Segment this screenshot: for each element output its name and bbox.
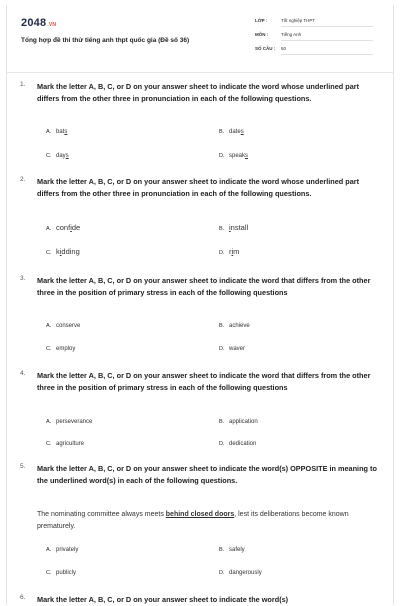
- option-letter: A.: [46, 226, 52, 232]
- option-a[interactable]: [46, 129, 67, 135]
- exam-page: [6, 5, 394, 605]
- question-number: 3.: [20, 275, 26, 282]
- option-text: day: [56, 153, 66, 159]
- option-c[interactable]: [46, 441, 84, 447]
- option-text: agriculture: [56, 441, 85, 447]
- option-text: speak: [229, 153, 246, 159]
- option-text: achieve: [229, 323, 250, 329]
- passage-text: , lest its deliberations become known prematurely.: [37, 511, 349, 530]
- option-letter: B.: [219, 226, 225, 232]
- meta-value: 50: [281, 46, 373, 55]
- option-text: k: [56, 247, 60, 256]
- option-letter: A.: [46, 323, 52, 329]
- meta-key: LỚP :: [255, 18, 268, 23]
- option-text: conf: [56, 223, 71, 232]
- underlined-part: i: [231, 247, 234, 256]
- meta-subject: [255, 32, 373, 41]
- option-letter: D.: [219, 441, 225, 447]
- header-divider: [7, 72, 393, 73]
- meta-value: Tốt nghiệp THPT: [281, 18, 373, 27]
- option-letter: C.: [46, 570, 52, 576]
- option-text: dangerously: [229, 570, 262, 576]
- logo-suffix: .VN: [47, 22, 57, 28]
- option-text: de: [71, 223, 81, 232]
- logo-text: 2048: [21, 17, 47, 29]
- exam-header: [7, 5, 393, 75]
- option-d[interactable]: [219, 153, 248, 159]
- option-text: m: [233, 247, 240, 256]
- option-letter: A.: [46, 419, 52, 425]
- option-d[interactable]: [219, 346, 245, 352]
- question-text: Mark the letter A, B, C, or D on your answer sheet to indicate the word that differs from the other three in the position of primary stress in each of the following questions: [37, 371, 371, 392]
- question-text: Mark the letter A, B, C, or D on your answer sheet to indicate the word(s) OPPOSITE in meaning to the underlined word(s) in each of the following questions.: [37, 464, 377, 485]
- option-a[interactable]: [46, 323, 80, 329]
- meta-question-count: [255, 46, 373, 55]
- underlined-part: s: [245, 153, 249, 159]
- underlined-part: s: [240, 129, 244, 135]
- option-letter: C.: [46, 250, 52, 256]
- option-d[interactable]: [219, 247, 239, 256]
- question-number: 4.: [20, 370, 26, 377]
- option-b[interactable]: [219, 129, 244, 135]
- option-letter: D.: [219, 250, 225, 256]
- option-letter: D.: [219, 570, 225, 576]
- option-letter: B.: [219, 419, 225, 425]
- underlined-part: s: [64, 129, 68, 135]
- option-text: application: [229, 419, 258, 425]
- option-c[interactable]: [46, 247, 80, 256]
- underlined-part: i: [229, 223, 231, 232]
- option-letter: B.: [219, 547, 225, 553]
- meta-class: [255, 18, 373, 27]
- option-b[interactable]: [219, 419, 258, 425]
- option-letter: C.: [46, 441, 52, 447]
- question-passage: [37, 509, 367, 533]
- option-text: r: [229, 247, 232, 256]
- question-text: Mark the letter A, B, C, or D on your answer sheet to indicate the word that differs from the other three in the position of primary stress in each of the following questions: [37, 276, 371, 297]
- option-c[interactable]: [46, 570, 76, 576]
- option-d[interactable]: [219, 441, 256, 447]
- option-letter: A.: [46, 547, 52, 553]
- option-letter: B.: [219, 129, 225, 135]
- option-text: bat: [56, 129, 65, 135]
- option-letter: D.: [219, 346, 225, 352]
- option-a[interactable]: [46, 223, 80, 232]
- option-b[interactable]: [219, 547, 245, 553]
- underlined-part: s: [65, 153, 69, 159]
- option-text: perseverance: [56, 419, 93, 425]
- option-a[interactable]: [46, 547, 78, 553]
- question-text: Mark the letter A, B, C, or D on your answer sheet to indicate the word(s): [37, 595, 289, 604]
- question-number: 2.: [20, 176, 26, 183]
- option-letter: C.: [46, 153, 52, 159]
- option-c[interactable]: [46, 153, 69, 159]
- option-text: date: [229, 129, 241, 135]
- option-d[interactable]: [219, 570, 262, 576]
- option-a[interactable]: [46, 419, 92, 425]
- question-number: 5.: [20, 463, 26, 470]
- question-number: 1.: [20, 81, 26, 88]
- option-b[interactable]: [219, 323, 250, 329]
- option-text: waver: [229, 346, 246, 352]
- question-text: Mark the letter A, B, C, or D on your answer sheet to indicate the word whose underlined part differs from the other three in pronunciation in each of the following questions.: [37, 177, 360, 198]
- passage-text: The nominating committee always meets: [37, 511, 166, 518]
- underlined-phrase: behind closed doors: [165, 511, 235, 518]
- option-letter: B.: [219, 323, 225, 329]
- question-number: 6.: [20, 594, 26, 601]
- option-letter: C.: [46, 346, 52, 352]
- exam-title: Tổng hợp đề thi thử tiếng anh thpt quốc gia (Đề số 36): [21, 37, 190, 44]
- site-logo[interactable]: [21, 17, 56, 29]
- option-letter: D.: [219, 153, 225, 159]
- option-text: employ: [56, 346, 76, 352]
- option-text: safely: [229, 547, 245, 553]
- meta-key: MÔN :: [255, 32, 269, 37]
- option-text: conserve: [56, 323, 81, 329]
- meta-key: SỐ CÂU :: [255, 46, 276, 51]
- option-text: nstall: [230, 223, 249, 232]
- option-text: publicly: [56, 570, 77, 576]
- option-text: privately: [56, 547, 79, 553]
- underlined-part: i: [59, 247, 62, 256]
- option-letter: A.: [46, 129, 52, 135]
- question-text: Mark the letter A, B, C, or D on your answer sheet to indicate the word whose underlined part differs from the other three in pronunciation in each of the following questions.: [37, 82, 360, 103]
- option-text: dedication: [229, 441, 257, 447]
- underlined-part: i: [70, 223, 72, 232]
- option-c[interactable]: [46, 346, 75, 352]
- option-b[interactable]: [219, 223, 248, 232]
- meta-value: Tiếng Anh: [281, 32, 373, 41]
- option-text: dding: [61, 247, 80, 256]
